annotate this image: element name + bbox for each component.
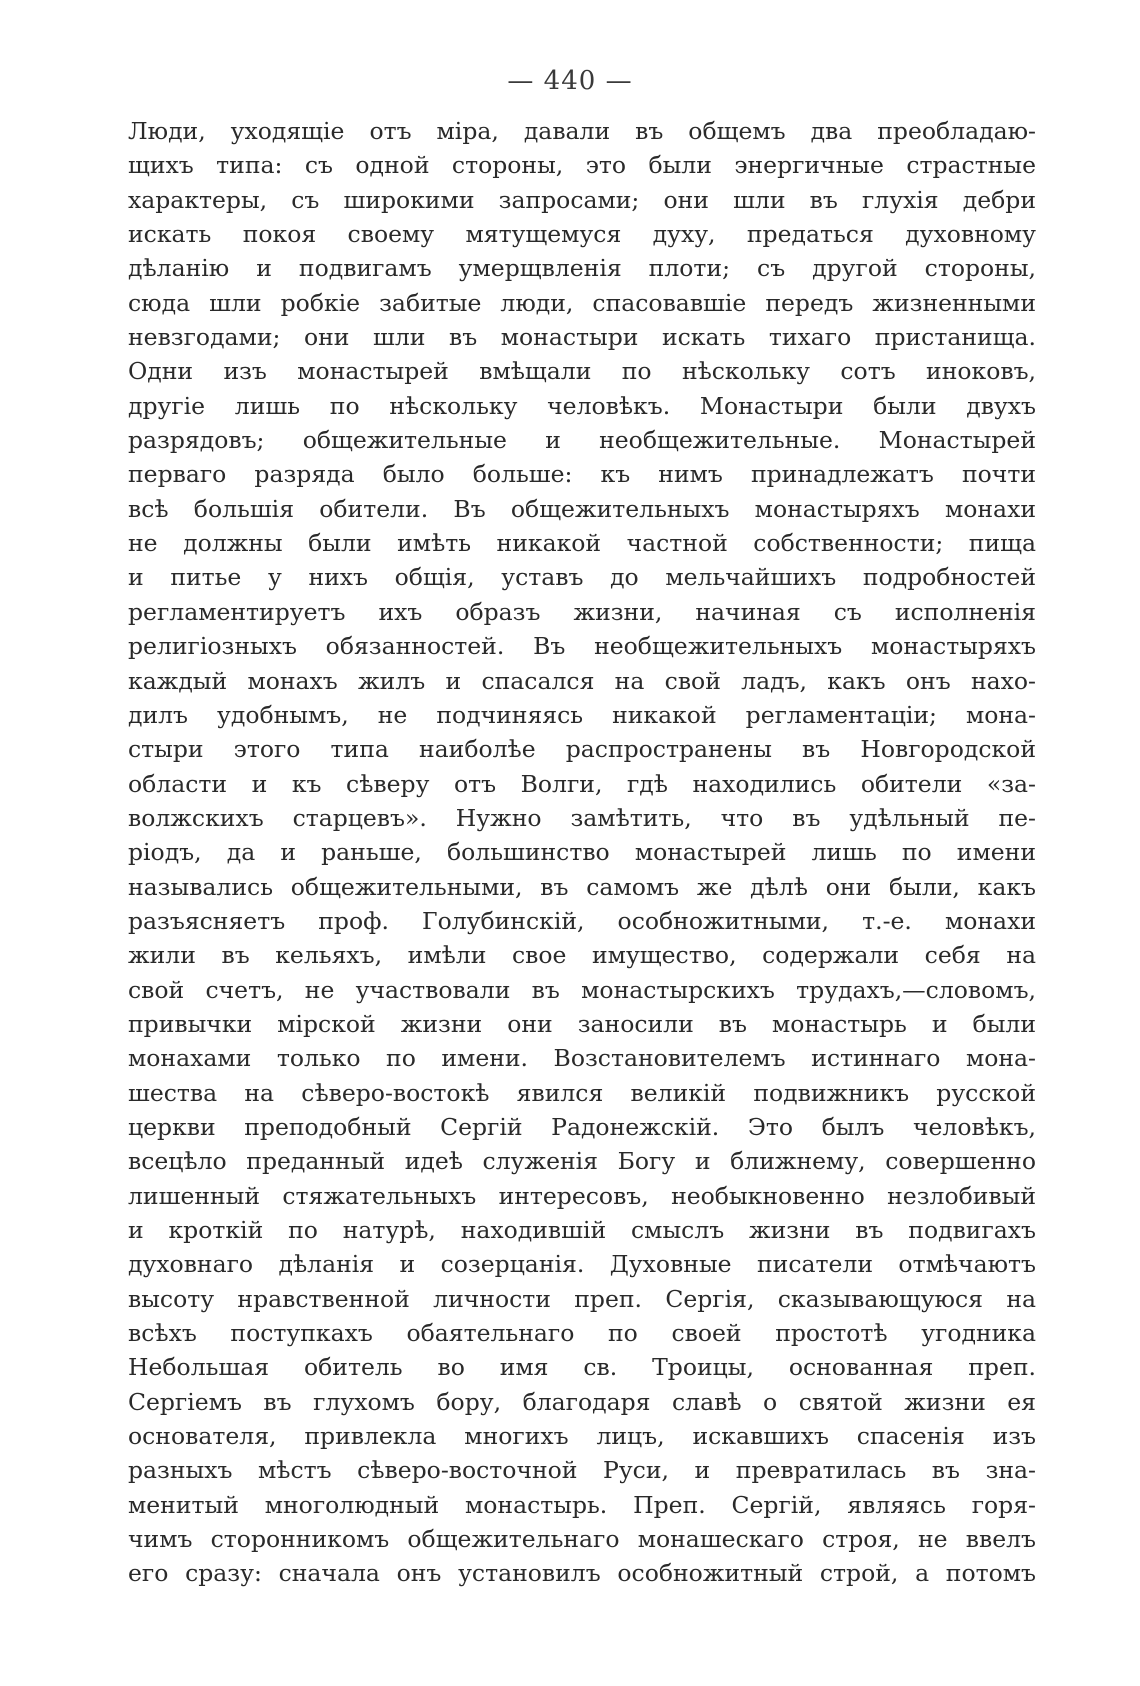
text-line: назывались общежительными, въ самомъ же дѣлѣ они были, какъ [128,872,1036,901]
text-line: всѣхъ поступкахъ обаятельнаго по своей простотѣ угодника [128,1319,1036,1348]
text-line: перваго разряда было больше: къ нимъ принадлежатъ почти [128,460,1036,489]
text-line: характеры, съ широкими запросами; они шли въ глухія дебри [128,185,1036,214]
text-line: чимъ сторонникомъ общежительнаго монашескаго строя, не ввелъ [128,1525,1036,1554]
text-line: шества на сѣверо-востокѣ явился великій подвижникъ русской [128,1078,1036,1107]
text-line: всецѣло преданный идеѣ служенія Богу и ближнему, совершенно [128,1147,1036,1176]
text-line: щихъ типа: съ одной стороны, это были энергичные страстные [128,151,1036,180]
text-line: всѣ большія обители. Въ общежительныхъ монастыряхъ монахи [128,494,1036,523]
text-line: стыри этого типа наиболѣе распространены въ Новгородской [128,735,1036,764]
text-line: и питье у нихъ общія, уставъ до мельчайшихъ подробностей [128,563,1036,592]
text-line: привычки мірской жизни они заносили въ монастырь и были [128,1009,1036,1038]
text-line: менитый многолюдный монастырь. Преп. Сергій, являясь горя- [128,1490,1036,1519]
text-line: духовнаго дѣланія и созерцанія. Духовные писатели отмѣчаютъ [128,1250,1036,1279]
text-line: дѣланію и подвигамъ умерщвленія плоти; съ другой стороны, [128,254,1036,283]
text-line: невзгодами; они шли въ монастыри искать тихаго пристанища. [128,323,1036,352]
page-number: — 440 — [507,66,633,96]
text-line: жили въ кельяхъ, имѣли свое имущество, содержали себя на [128,941,1036,970]
text-line: дилъ удобнымъ, не подчиняясь никакой регламентаціи; мона- [128,700,1036,729]
text-line: разныхъ мѣстъ сѣверо-восточной Руси, и превратилась въ зна- [128,1456,1036,1485]
text-line: Небольшая обитель во имя св. Троицы, основанная преп. [128,1353,1036,1382]
text-line: Люди, уходящіе отъ міра, давали въ общемъ два преобладаю- [128,117,1036,145]
body-text [128,114,1036,1591]
text-line: и кроткій по натурѣ, находившій смыслъ жизни въ подвигахъ [128,1216,1036,1244]
text-line: ріодъ, да и раньше, большинство монастырей лишь по имени [128,838,1036,867]
text-line: регламентируетъ ихъ образъ жизни, начиная съ исполненія [128,597,1036,626]
text-line: монахами только по имени. Возстановителемъ истиннаго мона- [128,1044,1036,1073]
text-line: разъясняетъ проф. Голубинскій, особножитными, т.-е. монахи [128,906,1036,935]
text-line: разрядовъ; общежительные и необщежительные. Монастырей [128,426,1036,455]
text-line: не должны были имѣть никакой частной собственности; пища [128,529,1036,558]
text-line: сюда шли робкіе забитые люди, спасовавшіе передъ жизненными [128,288,1036,317]
text-line: каждый монахъ жилъ и спасался на свой ладъ, какъ онъ нахо- [128,666,1036,695]
text-line: религіозныхъ обязанностей. Въ необщежительныхъ монастыряхъ [128,632,1036,661]
text-line: высоту нравственной личности преп. Сергія, сказывающуюся на [128,1284,1036,1313]
text-line: церкви преподобный Сергій Радонежскій. Это былъ человѣкъ, [128,1112,1036,1141]
text-line: Одни изъ монастырей вмѣщали по нѣскольку сотъ иноковъ, [128,357,1036,386]
text-line: волжскихъ старцевъ». Нужно замѣтить, что въ удѣльный пе- [128,803,1036,832]
text-line: области и къ сѣверу отъ Волги, гдѣ находились обители «за- [128,769,1036,798]
text-line: искать покоя своему мятущемуся духу, предаться духовному [128,220,1036,249]
text-line: его сразу: сначала онъ установилъ особножитный строй, а потомъ [128,1559,1036,1588]
text-line: другіе лишь по нѣскольку человѣкъ. Монастыри были двухъ [128,391,1036,420]
text-line: свой счетъ, не участвовали въ монастырскихъ трудахъ,—словомъ, [128,975,1036,1004]
text-line: лишенный стяжательныхъ интересовъ, необыкновенно незлобивый [128,1181,1036,1210]
text-line: Сергіемъ въ глухомъ бору, благодаря славѣ о святой жизни ея [128,1387,1036,1416]
text-line: основателя, привлекла многихъ лицъ, искавшихъ спасенія изъ [128,1422,1036,1451]
